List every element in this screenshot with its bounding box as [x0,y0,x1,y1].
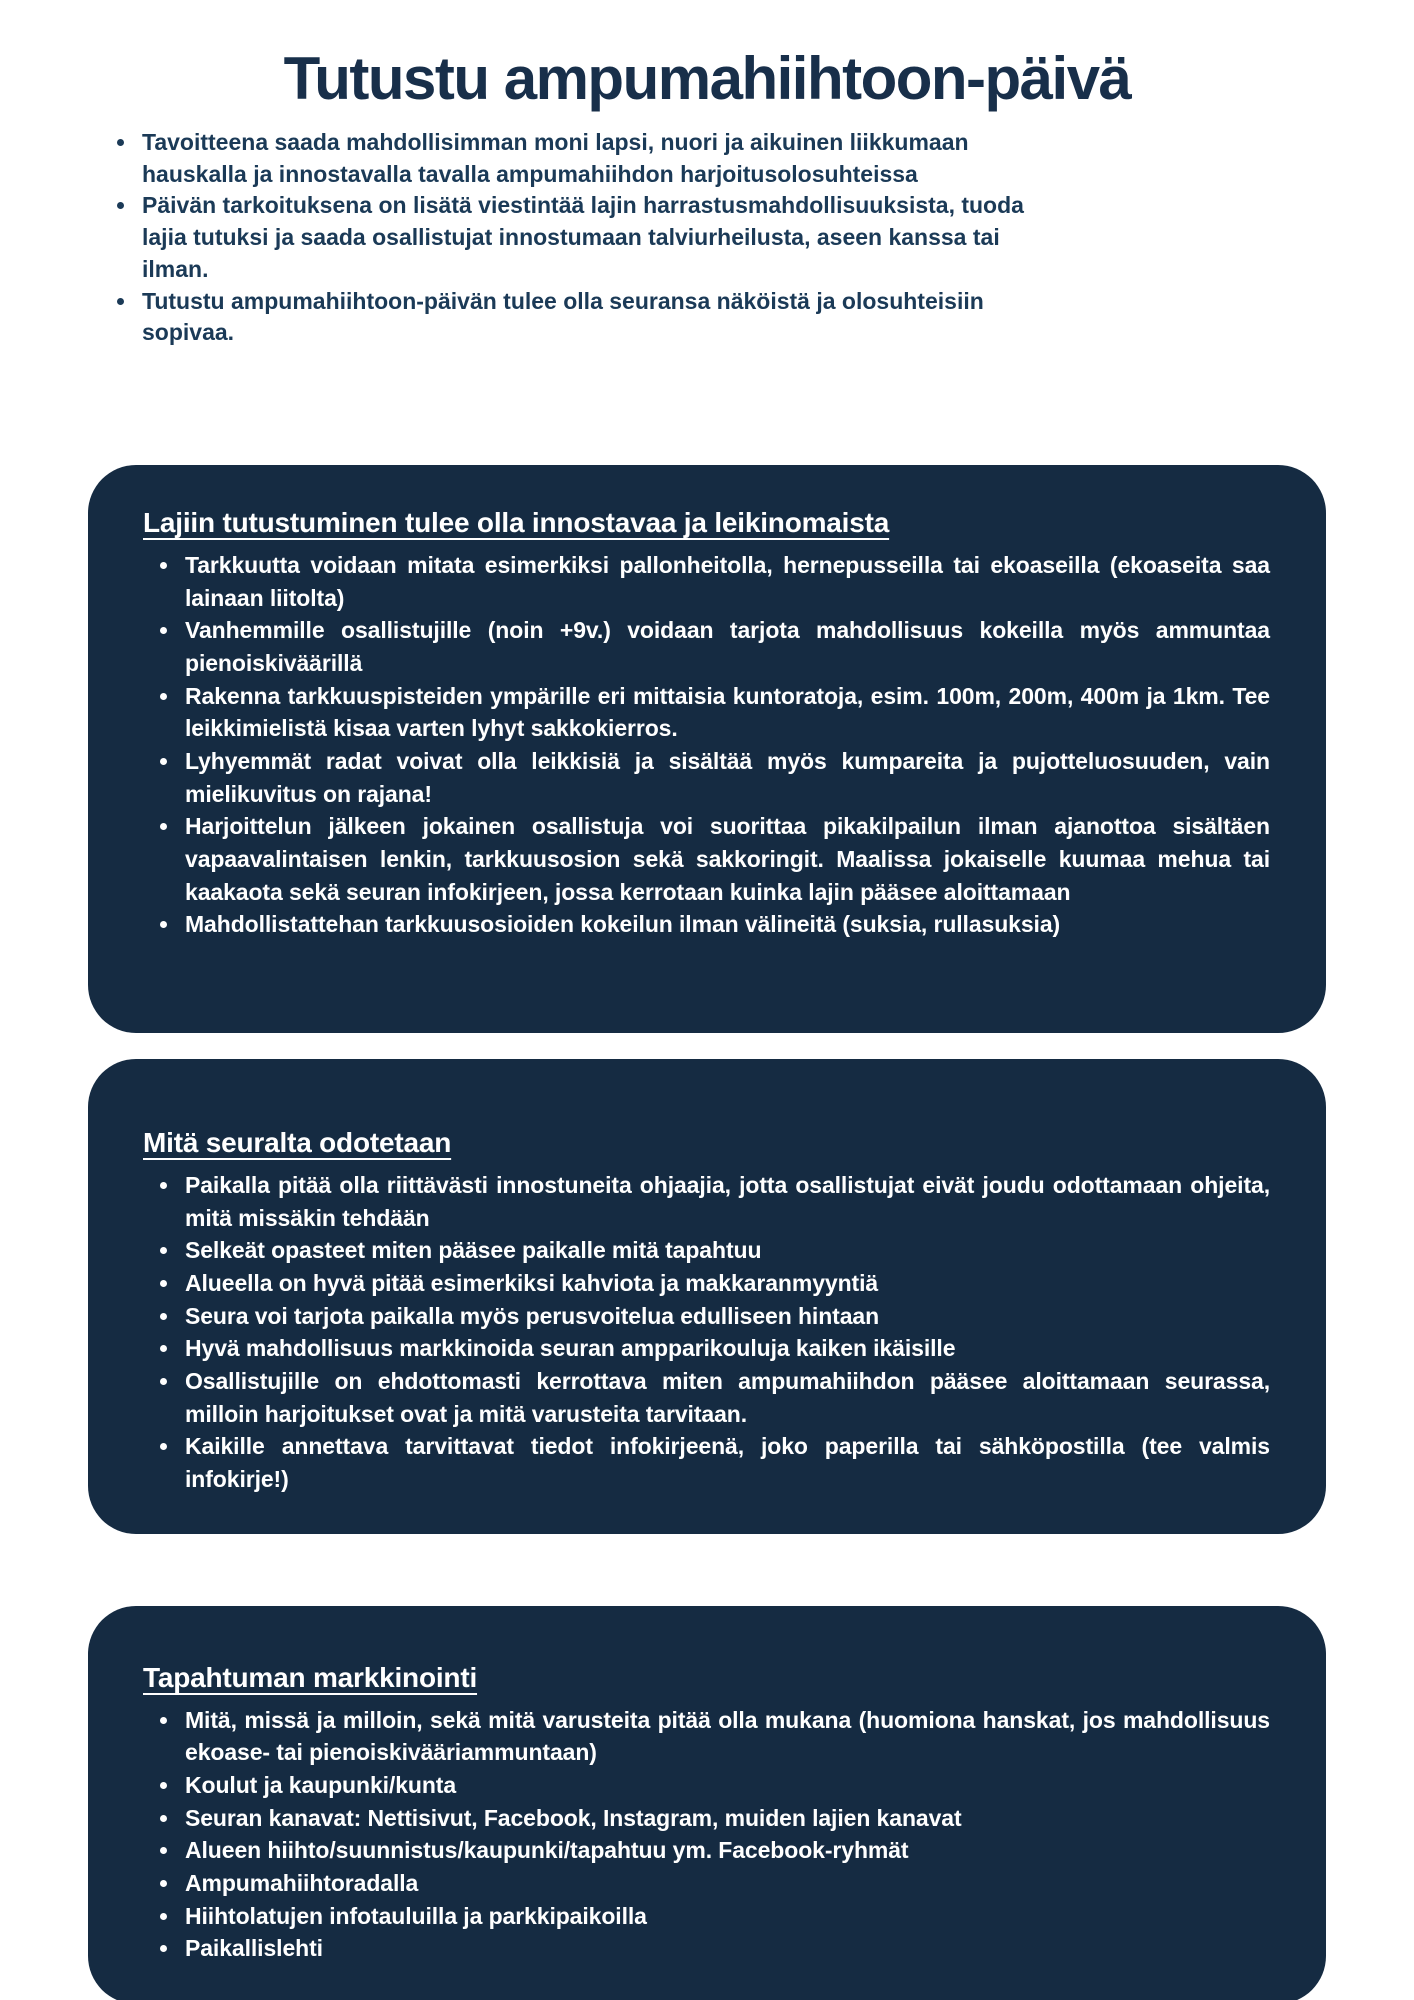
section-activities-heading: Lajiin tutustuminen tulee olla innostavaa ja leikinomaista [143,507,890,539]
section-club-expectations-bullet-list [149,1169,1270,1496]
list-item: • Hiihtolatujen infotauluilla ja parkkipaikoilla [181,1900,1270,1933]
list-item: • Vanhemmille osallistujille (noin +9v.) voidaan tarjota mahdollisuus kokeilla myös ammuntaa pienoiskiväärillä [181,614,1270,679]
list-item: • Tutustu ampumahiihtoon-päivän tulee olla seuransa näköistä ja olosuhteisiin sopivaa. [138,286,1046,349]
intro-bullet-list [96,127,1046,349]
section-club-expectations-heading: Mitä seuralta odotetaan [143,1127,452,1159]
list-item: • Koulut ja kaupunki/kunta [181,1769,1270,1802]
list-item: • Tavoitteena saada mahdollisimman moni lapsi, nuori ja aikuinen liikkumaan hauskalla ja innostavalla tavalla ampumahiihdon harjoitusolosuhteissa [138,127,1046,190]
list-item: • Mitä, missä ja milloin, sekä mitä varusteita pitää olla mukana (huomiona hanskat, jos mahdollisuus ekoase- tai pienoiskivääriammuntaan) [181,1704,1270,1769]
list-item: • Paikallislehti [181,1932,1270,1965]
section-marketing-heading: Tapahtuman markkinointi [143,1661,478,1693]
list-item: • Ampumahiihtoradalla [181,1867,1270,1900]
page-title: Tutustu ampumahiihtoon-päivä [283,45,1131,112]
list-item: • Alueen hiihto/suunnistus/kaupunki/tapahtuu ym. Facebook-ryhmät [181,1834,1270,1867]
list-item: • Tarkkuutta voidaan mitata esimerkiksi pallonheitolla, hernepusseilla tai ekoaseilla (ekoaseita saa lainaan liitolta) [181,549,1270,614]
list-item: • Mahdollistattehan tarkkuusosioiden kokeilun ilman välineitä (suksia, rullasuksia) [181,908,1270,941]
list-item: • Alueella on hyvä pitää esimerkiksi kahviota ja makkaranmyyntiä [181,1267,1270,1300]
list-item: • Hyvä mahdollisuus markkinoida seuran ampparikouluja kaiken ikäisille [181,1332,1270,1365]
list-item: • Lyhyemmät radat voivat olla leikkisiä ja sisältää myös kumpareita ja pujotteluosuuden, vain mielikuvitus on rajana! [181,745,1270,810]
list-item: • Seura voi tarjota paikalla myös perusvoitelua edulliseen hintaan [181,1300,1270,1333]
list-item: • Paikalla pitää olla riittävästi innostuneita ohjaajia, jotta osallistujat eivät joudu odottamaan ohjeita, mitä missäkin tehdään [181,1169,1270,1234]
list-item: • Seuran kanavat: Nettisivut, Facebook, Instagram, muiden lajien kanavat [181,1802,1270,1835]
section-club-expectations [88,1059,1326,1534]
section-marketing [88,1606,1326,2000]
list-item: • Harjoittelun jälkeen jokainen osallistuja voi suorittaa pikakilpailun ilman ajanottoa sisältäen vapaavalintaisen lenkin, tarkkuusosion sekä sakkoringit. Maalissa jokaiselle kuumaa mehua tai kaakaota sekä seuran infokirjeen, jossa kerrotaan kuinka lajin pääsee aloittamaan [181,810,1270,908]
list-item: • Päivän tarkoituksena on lisätä viestintää lajin harrastusmahdollisuuksista, tuoda lajia tutuksi ja saada osallistujat innostumaan talviurheilusta, aseen kanssa tai ilman. [138,190,1046,285]
list-item: • Selkeät opasteet miten pääsee paikalle mitä tapahtuu [181,1234,1270,1267]
section-marketing-bullet-list [149,1704,1270,1965]
section-activities-bullet-list [149,549,1270,941]
list-item: • Osallistujille on ehdottomasti kerrottava miten ampumahiihdon pääsee aloittamaan seurassa, milloin harjoitukset ovat ja mitä varusteita tarvitaan. [181,1365,1270,1430]
section-activities [88,465,1326,1033]
list-item: • Kaikille annettava tarvittavat tiedot infokirjeenä, joko paperilla tai sähköpostilla (tee valmis infokirje!) [181,1430,1270,1495]
intro-section [96,127,1046,349]
list-item: • Rakenna tarkkuuspisteiden ympärille eri mittaisia kuntoratoja, esim. 100m, 200m, 400m ja 1km. Tee leikkimielistä kisaa varten lyhyt sakkokierros. [181,680,1270,745]
